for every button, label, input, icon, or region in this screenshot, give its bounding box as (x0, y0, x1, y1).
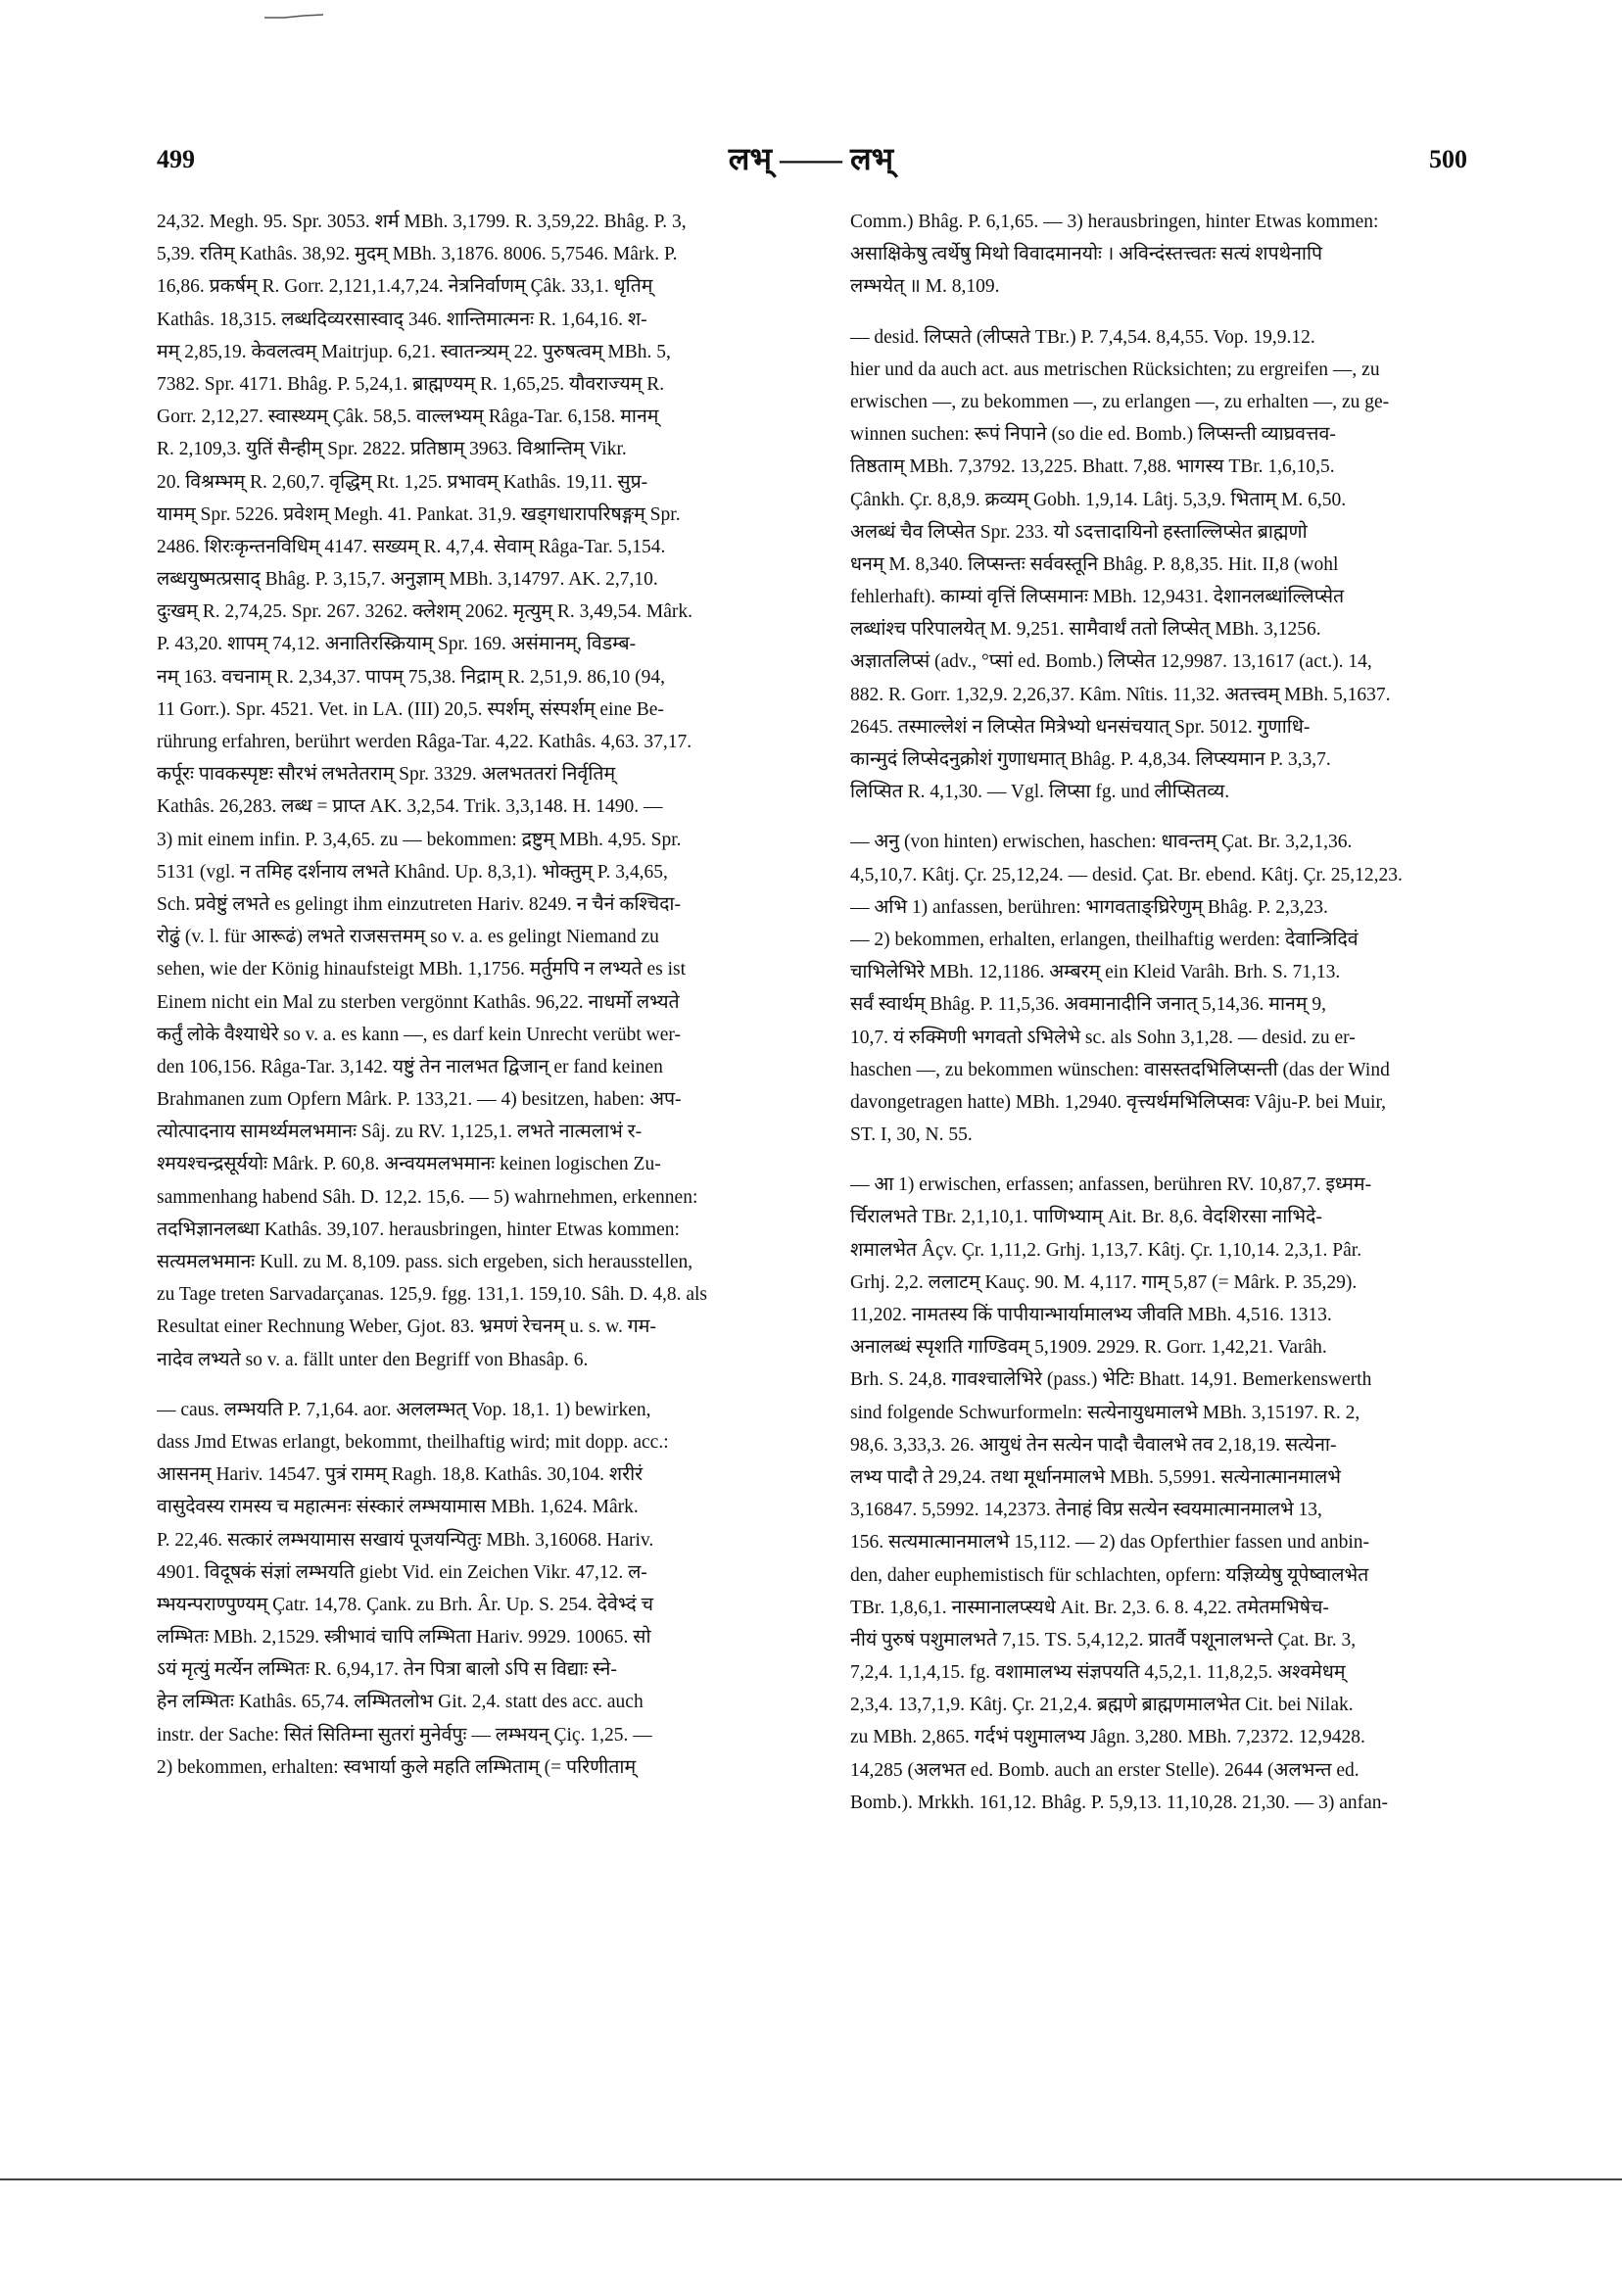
text-line: 24,32. Megh. 95. Spr. 3053. शर्म MBh. 3,1799. R. 3,59,22. Bhâg. P. 3, (157, 212, 687, 232)
ink-smudge (264, 14, 323, 20)
text-line: लब्धांश्च परिपालयेत् M. 9,251. सामैवार्थं ततो लिप्सेत् MBh. 3,1256. (850, 619, 1321, 641)
text-line: Brh. S. 24,8. गावश्चालेभिरे (pass.) भेटिः Bhatt. 14,91. Bemerkenswerth (850, 1369, 1372, 1391)
text-line: Kathâs. 26,283. लब्ध = प्राप्त AK. 3,2,54. Trik. 3,3,148. H. 1490. — (157, 796, 663, 818)
text-line: नादेव लभ्यते so v. a. fällt unter den Begriff von Bhasâp. 6. (157, 1349, 589, 1370)
running-head: लभ् —— लभ् (728, 141, 894, 176)
paragraph-gap (157, 1376, 774, 1394)
paragraph-gap (850, 1151, 1467, 1169)
text-line: haschen —, zu bekommen wünschen: वासस्तदभिलिप्सन्ती (das der Wind (850, 1059, 1390, 1080)
text-line: — अभि 1) anfassen, berühren: भागवताङ्घ्रिरेणुम् Bhâg. P. 2,3,23. (850, 896, 1328, 918)
text-line: धनम् M. 8,340. लिप्सन्तः सर्ववस्तूनि Bhâg. P. 8,8,35. Hit. II,8 (wohl (850, 553, 1339, 575)
text-line: sehen, wie der König hinaufsteigt MBh. 1,1756. मर्तुमपि न लभ्यते es ist (157, 959, 687, 981)
text-line: र्चिरालभते TBr. 2,1,10,1. पाणिभ्याम् Ait. Br. 8,6. वेदशिरसा नाभिदे- (850, 1207, 1322, 1228)
text-line: लब्धयुष्मत्प्रसाद् Bhâg. P. 3,15,7. अनुज्ञाम् MBh. 3,14797. AK. 2,7,10. (157, 569, 658, 591)
text-line: लम्भितः MBh. 2,1529. स्त्रीभावं चापि लम्भिता Hariv. 9929. 10065. सो (157, 1627, 651, 1649)
text-line: P. 22,46. सत्कारं लम्भयामास सखायं पूजयन्पितुः MBh. 3,16068. Hariv. (157, 1529, 654, 1551)
text-line: लिप्सित R. 4,1,30. — Vgl. लिप्सा fg. und लीप्सितव्य. (850, 782, 1230, 803)
text-line: Grhj. 2,2. ललाटम् Kauç. 90. M. 4,117. गाम् 5,87 (= Mârk. P. 35,29). (850, 1271, 1358, 1293)
text-line: 11,202. नामतस्य किं पापीयान्भार्यामालभ्य जीवति MBh. 4,516. 1313. (850, 1305, 1332, 1325)
text-line: — आ 1) erwischen, erfassen; anfassen, berühren RV. 10,87,7. इध्मम- (850, 1174, 1372, 1196)
text-line: हेन लम्भितः Kathâs. 65,74. लम्भितलोभ Git. 2,4. statt des acc. auch (157, 1692, 644, 1713)
text-line: त्योत्पादनाय सामर्थ्यमलभमानः Sâj. zu RV. 1,125,1. लभते नात्मलाभं र- (157, 1122, 643, 1143)
text-line: erwischen —, zu bekommen —, zu erlangen —, zu erhalten —, zu ge- (850, 391, 1390, 412)
text-line: 98,6. 3,33,3. 26. आयुधं तेन सत्येन पादौ चैवालभे तव 2,18,19. सत्येना- (850, 1434, 1337, 1456)
right-column (850, 206, 1467, 1819)
text-line: नीयं पुरुषं पशुमालभते 7,15. TS. 5,4,12,2. प्रातर्वै पशूनालभन्ते Çat. Br. 3, (850, 1629, 1357, 1650)
text-line: आसनम् Hariv. 14547. पुत्रं रामम् Ragh. 18,8. Kathâs. 30,104. शरीरं (157, 1464, 644, 1486)
text-line: वासुदेवस्य रामस्य च महात्मनः संस्कारं लम्भयामास MBh. 1,624. Mârk. (157, 1497, 639, 1518)
text-line: श्मयश्चन्द्रसूर्ययोः Mârk. P. 60,8. अन्वयमलभमानः keinen logischen Zu- (157, 1154, 661, 1175)
text-line: कर्पूरः पावकस्पृष्टः सौरभं लभतेतराम् Spr. 3329. अलभततरां निर्वृतिम् (157, 764, 616, 786)
page-number-left: 499 (157, 145, 195, 173)
text-line: rührung erfahren, berührt werden Râga-Tar. 4,22. Kathâs. 4,63. 37,17. (157, 732, 692, 752)
text-line: 4901. विदूषकं संज्ञां लम्भयति giebt Vid. ein Zeichen Vikr. 47,12. ल- (157, 1561, 647, 1583)
text-line: नम् 163. वचनाम् R. 2,34,37. पापम् 75,38. निद्राम् R. 2,51,9. 86,10 (94, (157, 666, 666, 688)
text-line: कान्मुदं लिप्सेदनुक्रोशं गुणाधमात् Bhâg. P. 4,8,34. लिप्स्यमान P. 3,3,7. (850, 749, 1331, 770)
text-line: Resultat einer Rechnung Weber, Gjot. 83. भ्रमणं रेचनम् u. s. w. गम- (157, 1316, 656, 1338)
text-line: अनालब्धं स्पृशति गाण्डिवम् 5,1909. 2929. R. Gorr. 1,42,21. Varâh. (850, 1337, 1327, 1359)
text-line: अलब्धं चैव लिप्सेत Spr. 233. यो ऽदत्तादायिनो हस्ताल्लिप्सेत ब्राह्मणो (850, 521, 1308, 543)
text-line: Gorr. 2,12,27. स्वास्थ्यम् Çâk. 58,5. वाल्लभ्यम् Râga-Tar. 6,158. मानम् (157, 407, 659, 428)
text-line: winnen suchen: रूपं निपाने (so die ed. Bomb.) लिप्सन्ती व्याघ्रवत्तव- (850, 424, 1336, 446)
text-line: 3) mit einem infin. P. 3,4,65. zu — bekommen: द्रष्टुम् MBh. 4,95. Spr. (157, 829, 682, 850)
text-line: 2) bekommen, erhalten: स्वभार्या कुले महति लम्भिताम् (= परिणीताम् (157, 1756, 637, 1778)
text-line: यामम् Spr. 5226. प्रवेशम् Megh. 41. Pankat. 31,9. खड्गधारापरिषङ्गम् Spr. (157, 503, 681, 525)
paragraph-gap (850, 304, 1467, 321)
text-line: 14,285 (अलभत ed. Bomb. auch an erster Stelle). 2644 (अलभन्त ed. (850, 1759, 1360, 1781)
text-line: 2,3,4. 13,7,1,9. Kâtj. Çr. 21,2,4. ब्रह्मणे ब्राह्मणमालभेत Cit. bei Nilak. (850, 1695, 1354, 1716)
text-line: 156. सत्यमात्मानमालभे 15,112. — 2) das Opferthier fassen und anbin- (850, 1532, 1370, 1554)
text-line: instr. der Sache: सितं सितिम्ना सुतरां मुनेर्वपुः — लम्भयन् Çiç. 1,25. — (157, 1724, 652, 1746)
text-line: fehlerhaft). काम्यां वृत्तिं लिप्समानः MBh. 12,9431. देशानलब्धांल्लिप्सेत (850, 587, 1345, 608)
text-line: 5,39. रतिम् Kathâs. 38,92. मुदम् MBh. 3,1876. 8006. 5,7546. Mârk. P. (157, 244, 678, 265)
text-line: sind folgende Schwurformeln: सत्येनायुधमालभे MBh. 3,15197. R. 2, (850, 1402, 1360, 1423)
text-line: तदभिज्ञानलब्धा Kathâs. 39,107. herausbringen, hinter Etwas kommen: (157, 1219, 680, 1240)
text-line: sammenhang habend Sâh. D. 12,2. 15,6. — 5) wahrnehmen, erkennen: (157, 1186, 698, 1208)
text-line: 11 Gorr.). Spr. 4521. Vet. in LA. (III) 20,5. स्पर्शम्, संस्पर्शम् eine Be- (157, 698, 664, 720)
paragraph-gap (850, 808, 1467, 826)
text-line: सत्यमलभमानः Kull. zu M. 8,109. pass. sich ergeben, sich herausstellen, (157, 1252, 693, 1272)
text-line: 2486. शिरःकृन्तनविधिम् 4147. सख्यम् R. 4,7,4. सेवाम् Râga-Tar. 5,154. (157, 536, 666, 557)
text-line: ST. I, 30, N. 55. (850, 1124, 973, 1146)
left-column (157, 206, 774, 1784)
text-line: Bomb.). Mrkkh. 161,12. Bhâg. P. 5,9,13. 11,10,28. 21,30. — 3) anfan- (850, 1792, 1389, 1813)
text-line: zu Tage treten Sarvadarçanas. 125,9. fgg. 131,1. 159,10. Sâh. D. 4,8. als (157, 1284, 708, 1306)
text-line: TBr. 1,8,6,1. नास्मानालप्स्यधे Ait. Br. 2,3. 6. 8. 4,22. तमेतमभिषेच- (850, 1597, 1329, 1618)
text-line: zu MBh. 2,865. गर्दभं पशुमालभ्य Jâgn. 3,280. MBh. 7,2372. 12,9428. (850, 1727, 1365, 1748)
text-line: hier und da auch act. aus metrischen Rücksichten; zu ergreifen —, zu (850, 359, 1380, 380)
text-line: लभ्य पादौ ते 29,24. तथा मूर्धानमालभे MBh. 5,5991. सत्येनात्मानमालभे (850, 1466, 1341, 1488)
text-line: — अनु (von hinten) erwischen, haschen: धावन्तम् Çat. Br. 3,2,1,36. (850, 832, 1353, 853)
text-line: 10,7. यं रुक्मिणी भगवतो ऽभिलेभे sc. als Sohn 3,1,28. — desid. zu er- (850, 1027, 1356, 1048)
bottom-rule (0, 2178, 1622, 2180)
text-line: dass Jmd Etwas erlangt, bekommt, theilhaftig wird; mit dopp. acc.: (157, 1431, 669, 1453)
text-line: ऽयं मृत्युं मर्त्येन लम्भितः R. 6,94,17. तेन पित्रा बालो ऽपि स विद्याः स्ने- (157, 1659, 617, 1681)
text-line: 882. R. Gorr. 1,32,9. 2,26,37. Kâm. Nîtis. 11,32. अतत्त्वम् MBh. 5,1637. (850, 684, 1391, 705)
text-line: कर्तुं लोके वैश्याधेरे so v. a. es kann —, es darf kein Unrecht verübt wer- (157, 1024, 681, 1045)
text-line: Einem nicht ein Mal zu sterben vergönnt Kathâs. 96,22. नाधर्मो लभ्यते (157, 991, 680, 1013)
text-line: — desid. लिप्सते (लीप्सते TBr.) P. 7,4,54. 8,4,55. Vop. 19,9.12. (850, 326, 1315, 348)
text-line: Brahmanen zum Opfern Mârk. P. 133,21. — 4) besitzen, haben: अप- (157, 1089, 682, 1111)
text-line: Kathâs. 18,315. लब्धदिव्यरसास्वाद् 346. शान्तिमात्मनः R. 1,64,16. श- (157, 309, 647, 330)
page-number-right: 500 (1429, 145, 1467, 173)
text-line: शमालभेत Âçv. Çr. 1,11,2. Grhj. 1,13,7. Kâtj. Çr. 1,10,14. 2,3,1. Pâr. (850, 1239, 1362, 1261)
text-line: 7382. Spr. 4171. Bhâg. P. 5,24,1. ब्राह्मण्यम् R. 1,65,25. यौवराज्यम् R. (157, 373, 665, 395)
text-line: — caus. लम्भयति P. 7,1,64. aor. अललम्भत् Vop. 18,1. 1) bewirken, (157, 1399, 651, 1420)
text-line: तिष्ठताम् MBh. 7,3792. 13,225. Bhatt. 7,88. भागस्य TBr. 1,6,10,5. (850, 456, 1335, 478)
text-line: सर्वं स्वार्थम् Bhâg. P. 11,5,36. अवमानादीनि जनात् 5,14,36. मानम् 9, (850, 994, 1326, 1016)
text-line: — 2) bekommen, erhalten, erlangen, theilhaftig werden: देवान्त्रिदिवं (850, 929, 1359, 950)
text-line: 2645. तस्माल्लेशं न लिप्सेत मित्रेभ्यो धनसंचयात् Spr. 5012. गुणाधि- (850, 716, 1311, 738)
text-line: P. 43,20. शापम् 74,12. अनातिरस्क्रियाम् Spr. 169. असंमानम्, विडम्ब- (157, 634, 637, 655)
text-line: चाभिलेभिरे MBh. 12,1186. अम्बरम् ein Kleid Varâh. Brh. S. 71,13. (850, 962, 1341, 983)
text-line: अज्ञातलिप्सं (adv., °प्सां ed. Bomb.) लिप्सेत 12,9987. 13,1617 (act.). 14, (850, 651, 1372, 673)
text-line: 4,5,10,7. Kâtj. Çr. 25,12,24. — desid. Çat. Br. ebend. Kâtj. Çr. 25,12,23. (850, 864, 1403, 885)
text-line: 3,16847. 5,5992. 14,2373. तेनाहं विप्र सत्येन स्वयमात्मानमालभे 13, (850, 1500, 1322, 1521)
text-line: असाक्षिकेषु त्वर्थेषु मिथो विवादमानयोः । अविन्दंस्तत्त्वतः सत्यं शपथेनापि (850, 244, 1323, 265)
text-line: den 106,156. Râga-Tar. 3,142. यष्टुं तेन नालभत द्विजान् er fand keinen (157, 1056, 663, 1077)
text-line: den, daher euphemistisch für schlachten, opfern: यज्ञिय्येषु यूपेष्वालभेत (850, 1564, 1369, 1586)
text-line: मम् 2,85,19. केवलत्वम् Maitrjup. 6,21. स्वातन्त्र्यम् 22. पुरुषत्वम् MBh. 5, (157, 341, 671, 362)
text-line: 5131 (vgl. न तमिह दर्शनाय लभते Khând. Up. 8,3,1). भोक्तुम् P. 3,4,65, (157, 861, 668, 883)
text-line: लम्भयेत् ॥ M. 8,109. (850, 276, 1000, 298)
text-line: दुःखम् R. 2,74,25. Spr. 267. 3262. क्लेशम् 2062. मृत्युम् R. 3,49,54. Mârk. (157, 601, 692, 623)
text-line: davongetragen hatte) MBh. 1,2940. वृत्त्यर्थमभिलिप्सवः Vâju-P. bei Muir, (850, 1091, 1387, 1113)
text-line: रोढुं (v. l. für आरूढं) लभते राजसत्तमम् so v. a. es gelingt Niemand zu (157, 927, 659, 948)
text-line: 20. विश्रम्भम् R. 2,60,7. वृद्धिम् Rt. 1,25. प्रभावम् Kathâs. 19,11. सुप्र- (157, 471, 648, 493)
text-line: Sch. प्रवेष्टुं लभते es gelingt ihm einzutreten Hariv. 8249. न चैनं कश्चिदा- (157, 893, 681, 915)
text-line: Çânkh. Çr. 8,8,9. क्रव्यम् Gobh. 1,9,14. Lâtj. 5,3,9. भिताम् M. 6,50. (850, 489, 1347, 510)
text-line: Comm.) Bhâg. P. 6,1,65. — 3) herausbringen, hinter Etwas kommen: (850, 212, 1379, 232)
text-line: 16,86. प्रकर्षम् R. Gorr. 2,121,1.4,7,24. नेत्रनिर्वाणम् Çâk. 33,1. धृतिम् (157, 276, 653, 298)
text-line: R. 2,109,3. युतिं सैन्हीम् Spr. 2822. प्रतिष्ठाम् 3963. विश्रान्तिम् Vikr. (157, 439, 627, 460)
text-line: म्भयन्पराण्पुण्यम् Çatr. 14,78. Çank. zu Brh. Âr. Up. S. 254. देवेभ्दं च (157, 1594, 654, 1615)
text-line: 7,2,4. 1,1,4,15. fg. वशामालभ्य संज्ञपयति 4,5,2,1. 11,8,2,5. अश्वमेधम् (850, 1662, 1346, 1684)
